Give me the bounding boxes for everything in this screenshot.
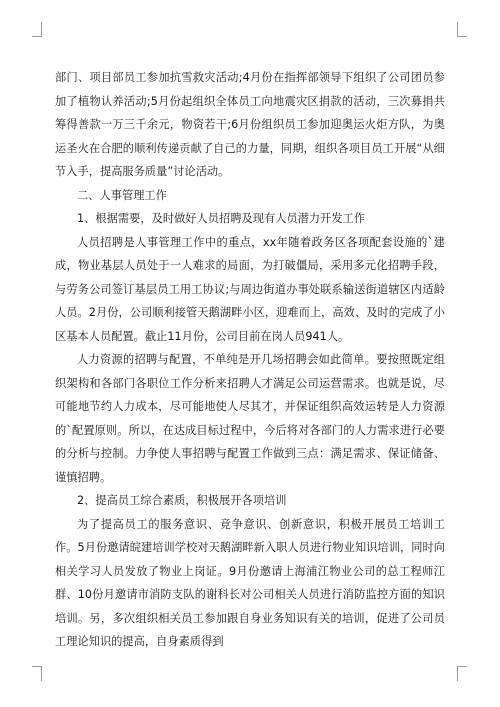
paragraph-training: 为了提高员工的服务意识、竞争意识、创新意识，积极开展员工培训工作。5月份邀请皖建培训学校对天鹅湖畔新入职人员进行物业知识培训，同时向相关学习人员发放了物业上岗证。9月份邀请上海浦江物业公司的总工程师江群、10份月邀请市消防支队的谢科长对公司相关人员进行消防监控方面的知识培训。另，多次组织相关员工参加跟自身业务知识有关的培训，促进了公司员工理论知识的提高，自身素质得到	[55, 517, 445, 648]
paragraph-allocation: 人力资源的招聘与配置，不单纯是开几场招聘会如此简单。要按照既定组织架构和各部门各职位工作分析来招聘人才满足公司运营需求。也就是说，尽可能地节约人力成本，尽可能地使人尽其才，并保证组织高效运转是人力资源的`配置原则。所以，在达成目标过程中，今后将对各部门的人力需求进行必要的分析与控制。力争使人事招聘与配置工作做到三点：满足需求、保证储备、谨慎招聘。	[55, 353, 445, 484]
subheading-recruitment: 1、根据需要，及时做好人员招聘及现有人员潜力开发工作	[77, 212, 366, 225]
crop-mark-top-left	[32, 22, 42, 37]
paragraph-activities: 部门、项目部员工参加抗雪救灾活动;4月份在指挥部领导下组织了公司团员参加了植物认养活动;5月份起组织全体员工向地震灾区捐款的活动，三次募捐共筹得善款一万三千余元，物资若干;6月份组织员工参加迎奥运火炬方队，为奥运圣火在合肥的顺利传递贡献了自己的力量，同期，组织各项目员工开展“从细节入手，提高服务质量”讨论活动。	[55, 71, 445, 178]
paragraph-recruitment: 人员招聘是人事管理工作中的重点，xx年随着政务区各项配套设施的`建成，物业基层人员处于一人难求的局面，为打破僵局，采用多元化招聘手段，与劳务公司签订基层员工用工协议;与周边街道办事处联系输送街道辖区内适龄人员。2月份，公司顺利接管天鹅湖畔小区，迎难而上，高效、及时的完成了小区基本人员配置。截止11月份，公司目前在岗人员941人。	[55, 235, 445, 343]
section-heading-hr: 二、人事管理工作	[77, 188, 167, 202]
crop-mark-top-right	[457, 22, 467, 37]
document-body	[55, 66, 445, 654]
subheading-training: 2、提高员工综合素质，积极展开各项培训	[77, 494, 287, 507]
crop-mark-bottom-left	[32, 666, 42, 681]
crop-mark-bottom-right	[457, 666, 467, 681]
